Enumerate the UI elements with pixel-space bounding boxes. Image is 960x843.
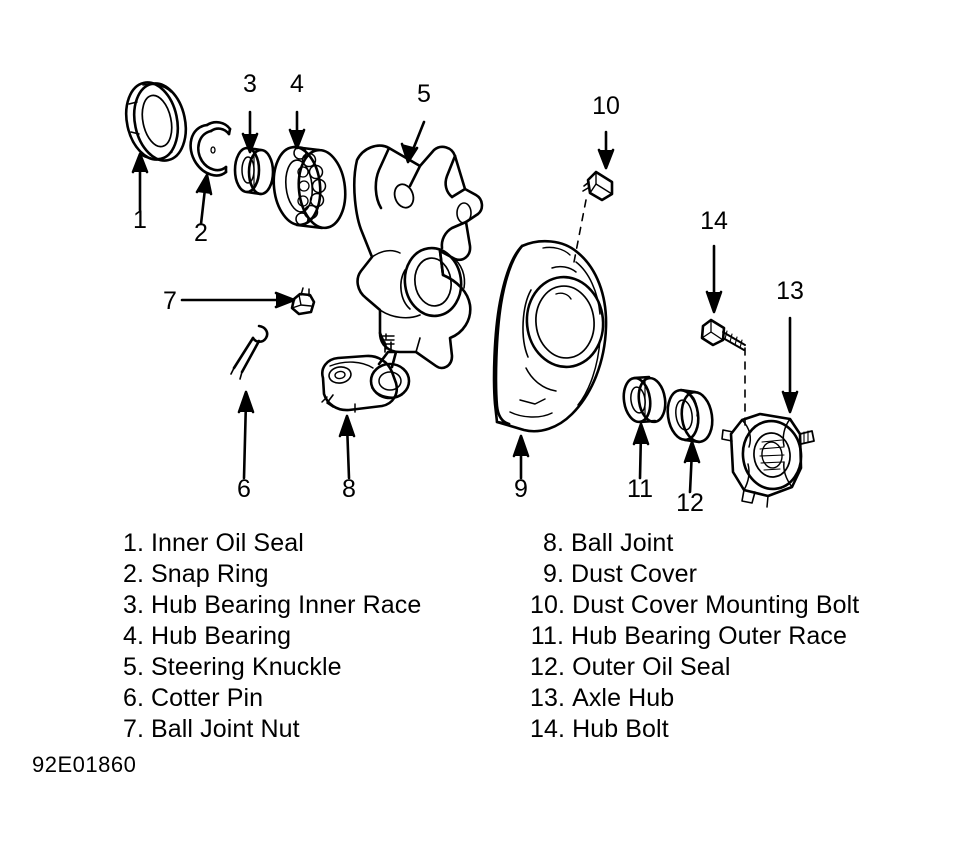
legend-label: Snap Ring	[151, 560, 269, 588]
part-hub-bearing-inner-race	[235, 148, 273, 194]
callout-9: 9	[514, 475, 528, 503]
legend-number: 14.	[530, 715, 566, 743]
legend-number: 1.	[122, 529, 144, 557]
callout-11: 11	[627, 475, 653, 503]
legend-number: 5.	[122, 653, 144, 681]
leader-lines	[133, 112, 797, 492]
legend-label: Axle Hub	[572, 684, 675, 712]
callout-6: 6	[237, 475, 251, 503]
legend-number: 8.	[542, 529, 564, 557]
legend-label: Dust Cover	[571, 560, 698, 588]
part-hub-bearing	[270, 145, 349, 230]
legend-number: 9.	[542, 560, 564, 588]
legend-label: Inner Oil Seal	[151, 529, 304, 557]
legend-item	[110, 652, 530, 683]
legend-number: 6.	[122, 684, 144, 712]
legend-number: 7.	[122, 715, 144, 743]
legend-label: Outer Oil Seal	[572, 653, 731, 681]
part-outer-oil-seal	[665, 388, 716, 444]
part-dust-cover	[494, 241, 607, 431]
legend-number: 10.	[530, 591, 566, 619]
legend-column-right	[530, 528, 950, 745]
part-ball-joint	[322, 336, 409, 412]
callout-5: 5	[417, 80, 431, 108]
part-inner-oil-seal	[119, 78, 192, 166]
callout-8: 8	[342, 475, 356, 503]
legend-label: Dust Cover Mounting Bolt	[572, 591, 860, 619]
legend-item	[110, 683, 530, 714]
legend-number: 11.	[530, 622, 564, 650]
callout-1: 1	[133, 206, 147, 234]
legend-item	[110, 714, 530, 745]
legend-item	[530, 652, 950, 683]
legend-label: Cotter Pin	[151, 684, 264, 712]
callout-3: 3	[243, 70, 257, 98]
callout-numbers	[133, 70, 804, 517]
callout-12: 12	[676, 489, 704, 517]
legend-label: Ball Joint	[571, 529, 674, 557]
legend-label: Hub Bearing Outer Race	[571, 622, 847, 650]
callout-14: 14	[700, 207, 728, 235]
legend-item	[530, 683, 950, 714]
legend-item	[110, 621, 530, 652]
legend-item	[530, 559, 950, 590]
part-axle-hub	[722, 414, 814, 507]
part-steering-knuckle	[354, 146, 482, 368]
legend-number: 3.	[122, 591, 144, 619]
legend-item	[530, 621, 950, 652]
callout-7: 7	[163, 287, 177, 315]
legend-number: 2.	[122, 560, 144, 588]
part-hub-bearing-outer-race	[621, 376, 668, 423]
legend-item	[110, 590, 530, 621]
legend-column-left	[110, 528, 530, 745]
part-ball-joint-nut	[292, 288, 314, 314]
part-cotter-pin	[231, 326, 267, 379]
legend-number: 12.	[530, 653, 566, 681]
legend-item	[530, 528, 950, 559]
legend-label: Ball Joint Nut	[151, 715, 300, 743]
part-snap-ring	[191, 122, 230, 175]
part-hub-bolt	[702, 320, 745, 350]
part-dust-cover-mounting-bolt	[583, 172, 612, 200]
legend-item	[110, 528, 530, 559]
legend-label: Hub Bolt	[572, 715, 669, 743]
callout-2: 2	[194, 219, 208, 247]
parts-legend	[110, 528, 950, 745]
legend-item	[530, 590, 950, 621]
legend-label: Hub Bearing	[151, 622, 292, 650]
legend-item	[110, 559, 530, 590]
callout-10: 10	[592, 92, 620, 120]
figure-code: 92E01860	[32, 752, 137, 777]
legend-label: Steering Knuckle	[151, 653, 342, 681]
legend-label: Hub Bearing Inner Race	[151, 591, 422, 619]
legend-number: 4.	[122, 622, 144, 650]
callout-4: 4	[290, 70, 304, 98]
callout-13: 13	[776, 277, 804, 305]
legend-number: 13.	[530, 684, 566, 712]
legend-item	[530, 714, 950, 745]
